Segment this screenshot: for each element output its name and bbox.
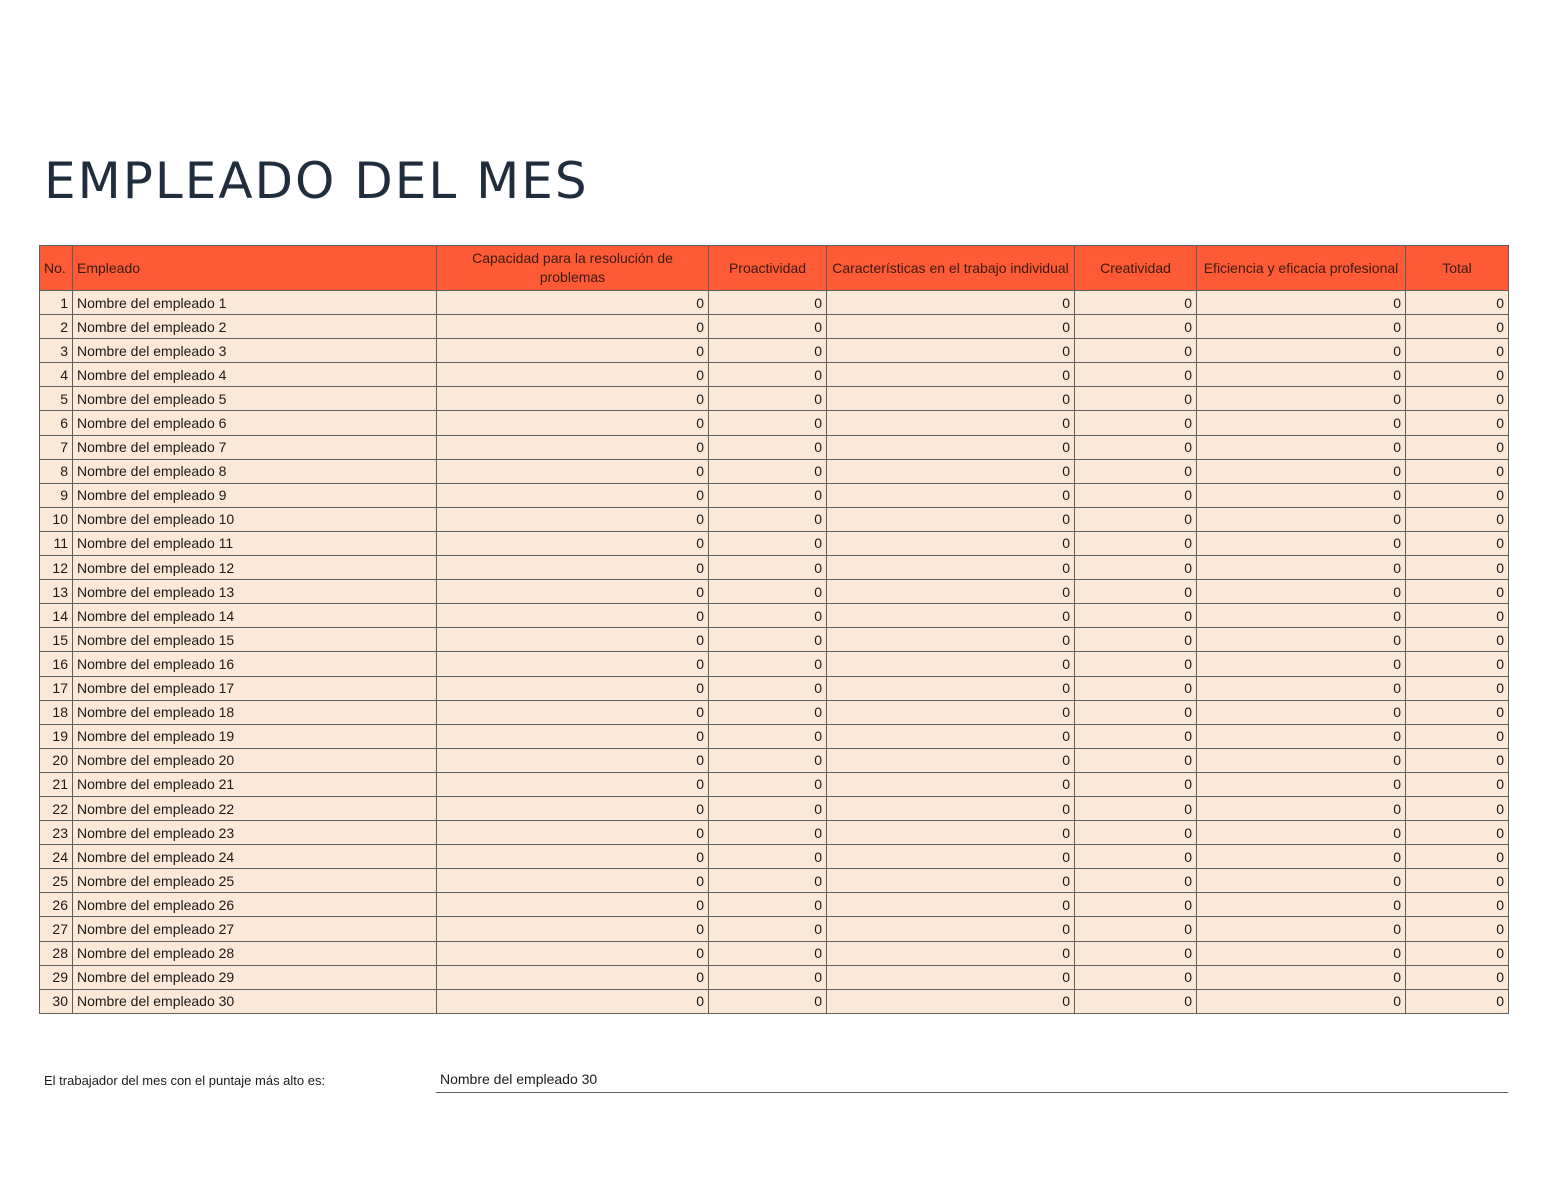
row-number-cell[interactable]: 20 bbox=[40, 748, 73, 772]
total-score-cell[interactable]: 0 bbox=[1406, 459, 1509, 483]
table-row bbox=[40, 700, 1509, 724]
table-row bbox=[40, 483, 1509, 507]
total-score-cell[interactable]: 0 bbox=[1406, 363, 1509, 387]
creativity-score-cell[interactable]: 0 bbox=[1075, 724, 1197, 748]
individual-work-score-cell[interactable]: 0 bbox=[827, 507, 1075, 531]
column-header-proactivity[interactable]: Proactividad bbox=[709, 246, 827, 291]
individual-work-score-cell[interactable]: 0 bbox=[827, 724, 1075, 748]
column-header-individual-work[interactable]: Características en el trabajo individual bbox=[827, 246, 1075, 291]
creativity-score-cell[interactable]: 0 bbox=[1075, 700, 1197, 724]
employee-name-cell[interactable]: Nombre del empleado 8 bbox=[73, 459, 437, 483]
efficiency-score-cell[interactable]: 0 bbox=[1197, 676, 1406, 700]
creativity-score-cell[interactable]: 0 bbox=[1075, 628, 1197, 652]
problem-solving-score-cell[interactable]: 0 bbox=[437, 411, 709, 435]
employee-name-cell[interactable]: Nombre del empleado 12 bbox=[73, 556, 437, 580]
individual-work-score-cell[interactable]: 0 bbox=[827, 387, 1075, 411]
efficiency-score-cell[interactable]: 0 bbox=[1197, 845, 1406, 869]
problem-solving-score-cell[interactable]: 0 bbox=[437, 845, 709, 869]
employee-score-table bbox=[39, 245, 1509, 1014]
individual-work-score-cell[interactable]: 0 bbox=[827, 869, 1075, 893]
creativity-score-cell[interactable]: 0 bbox=[1075, 363, 1197, 387]
problem-solving-score-cell[interactable]: 0 bbox=[437, 796, 709, 820]
table-row bbox=[40, 724, 1509, 748]
creativity-score-cell[interactable]: 0 bbox=[1075, 556, 1197, 580]
total-score-cell[interactable]: 0 bbox=[1406, 628, 1509, 652]
problem-solving-score-cell[interactable]: 0 bbox=[437, 387, 709, 411]
individual-work-score-cell[interactable]: 0 bbox=[827, 604, 1075, 628]
creativity-score-cell[interactable]: 0 bbox=[1075, 387, 1197, 411]
creativity-score-cell[interactable]: 0 bbox=[1075, 893, 1197, 917]
table-row bbox=[40, 315, 1509, 339]
row-number-cell[interactable]: 7 bbox=[40, 435, 73, 459]
problem-solving-score-cell[interactable]: 0 bbox=[437, 652, 709, 676]
creativity-score-cell[interactable]: 0 bbox=[1075, 580, 1197, 604]
problem-solving-score-cell[interactable]: 0 bbox=[437, 435, 709, 459]
employee-name-cell[interactable]: Nombre del empleado 2 bbox=[73, 315, 437, 339]
problem-solving-score-cell[interactable]: 0 bbox=[437, 748, 709, 772]
efficiency-score-cell[interactable]: 0 bbox=[1197, 869, 1406, 893]
row-number-cell[interactable]: 1 bbox=[40, 291, 73, 315]
row-number-cell[interactable]: 17 bbox=[40, 676, 73, 700]
proactivity-score-cell[interactable]: 0 bbox=[709, 459, 827, 483]
creativity-score-cell[interactable]: 0 bbox=[1075, 339, 1197, 363]
creativity-score-cell[interactable]: 0 bbox=[1075, 772, 1197, 796]
row-number-cell[interactable]: 29 bbox=[40, 965, 73, 989]
efficiency-score-cell[interactable]: 0 bbox=[1197, 941, 1406, 965]
problem-solving-score-cell[interactable]: 0 bbox=[437, 989, 709, 1013]
table-row bbox=[40, 845, 1509, 869]
proactivity-score-cell[interactable]: 0 bbox=[709, 531, 827, 555]
table-row bbox=[40, 917, 1509, 941]
table-row bbox=[40, 435, 1509, 459]
efficiency-score-cell[interactable]: 0 bbox=[1197, 556, 1406, 580]
proactivity-score-cell[interactable]: 0 bbox=[709, 580, 827, 604]
proactivity-score-cell[interactable]: 0 bbox=[709, 796, 827, 820]
table-row bbox=[40, 628, 1509, 652]
table-row bbox=[40, 604, 1509, 628]
proactivity-score-cell[interactable]: 0 bbox=[709, 917, 827, 941]
proactivity-score-cell[interactable]: 0 bbox=[709, 845, 827, 869]
individual-work-score-cell[interactable]: 0 bbox=[827, 796, 1075, 820]
row-number-cell[interactable]: 26 bbox=[40, 893, 73, 917]
efficiency-score-cell[interactable]: 0 bbox=[1197, 363, 1406, 387]
table-row bbox=[40, 531, 1509, 555]
total-score-cell[interactable]: 0 bbox=[1406, 676, 1509, 700]
problem-solving-score-cell[interactable]: 0 bbox=[437, 724, 709, 748]
total-score-cell[interactable]: 0 bbox=[1406, 700, 1509, 724]
total-score-cell[interactable]: 0 bbox=[1406, 387, 1509, 411]
employee-name-cell[interactable]: Nombre del empleado 1 bbox=[73, 291, 437, 315]
individual-work-score-cell[interactable]: 0 bbox=[827, 291, 1075, 315]
employee-name-cell[interactable]: Nombre del empleado 7 bbox=[73, 435, 437, 459]
efficiency-score-cell[interactable]: 0 bbox=[1197, 339, 1406, 363]
problem-solving-score-cell[interactable]: 0 bbox=[437, 676, 709, 700]
employee-name-cell[interactable]: Nombre del empleado 28 bbox=[73, 941, 437, 965]
row-number-cell[interactable]: 21 bbox=[40, 772, 73, 796]
total-score-cell[interactable]: 0 bbox=[1406, 291, 1509, 315]
proactivity-score-cell[interactable]: 0 bbox=[709, 411, 827, 435]
column-header-efficiency[interactable]: Eficiencia y eficacia profesional bbox=[1197, 246, 1406, 291]
winner-field[interactable]: Nombre del empleado 30 bbox=[436, 1071, 1508, 1093]
total-score-cell[interactable]: 0 bbox=[1406, 556, 1509, 580]
page-title: EMPLEADO DEL MES bbox=[44, 152, 589, 210]
employee-name-cell[interactable]: Nombre del empleado 14 bbox=[73, 604, 437, 628]
table-row bbox=[40, 772, 1509, 796]
efficiency-score-cell[interactable]: 0 bbox=[1197, 315, 1406, 339]
row-number-cell[interactable]: 25 bbox=[40, 869, 73, 893]
efficiency-score-cell[interactable]: 0 bbox=[1197, 531, 1406, 555]
efficiency-score-cell[interactable]: 0 bbox=[1197, 435, 1406, 459]
proactivity-score-cell[interactable]: 0 bbox=[709, 363, 827, 387]
total-score-cell[interactable]: 0 bbox=[1406, 941, 1509, 965]
row-number-cell[interactable]: 6 bbox=[40, 411, 73, 435]
individual-work-score-cell[interactable]: 0 bbox=[827, 411, 1075, 435]
employee-name-cell[interactable]: Nombre del empleado 19 bbox=[73, 724, 437, 748]
column-header-total[interactable]: Total bbox=[1406, 246, 1509, 291]
proactivity-score-cell[interactable]: 0 bbox=[709, 821, 827, 845]
problem-solving-score-cell[interactable]: 0 bbox=[437, 507, 709, 531]
total-score-cell[interactable]: 0 bbox=[1406, 531, 1509, 555]
problem-solving-score-cell[interactable]: 0 bbox=[437, 315, 709, 339]
problem-solving-score-cell[interactable]: 0 bbox=[437, 580, 709, 604]
row-number-cell[interactable]: 27 bbox=[40, 917, 73, 941]
problem-solving-score-cell[interactable]: 0 bbox=[437, 821, 709, 845]
proactivity-score-cell[interactable]: 0 bbox=[709, 676, 827, 700]
creativity-score-cell[interactable]: 0 bbox=[1075, 989, 1197, 1013]
creativity-score-cell[interactable]: 0 bbox=[1075, 507, 1197, 531]
total-score-cell[interactable]: 0 bbox=[1406, 893, 1509, 917]
row-number-cell[interactable]: 22 bbox=[40, 796, 73, 820]
row-number-cell[interactable]: 28 bbox=[40, 941, 73, 965]
individual-work-score-cell[interactable]: 0 bbox=[827, 941, 1075, 965]
employee-name-cell[interactable]: Nombre del empleado 16 bbox=[73, 652, 437, 676]
row-number-cell[interactable]: 9 bbox=[40, 483, 73, 507]
total-score-cell[interactable]: 0 bbox=[1406, 965, 1509, 989]
problem-solving-score-cell[interactable]: 0 bbox=[437, 363, 709, 387]
proactivity-score-cell[interactable]: 0 bbox=[709, 556, 827, 580]
total-score-cell[interactable]: 0 bbox=[1406, 869, 1509, 893]
table-row bbox=[40, 941, 1509, 965]
problem-solving-score-cell[interactable]: 0 bbox=[437, 483, 709, 507]
proactivity-score-cell[interactable]: 0 bbox=[709, 748, 827, 772]
row-number-cell[interactable]: 14 bbox=[40, 604, 73, 628]
table-row bbox=[40, 748, 1509, 772]
problem-solving-score-cell[interactable]: 0 bbox=[437, 869, 709, 893]
creativity-score-cell[interactable]: 0 bbox=[1075, 748, 1197, 772]
individual-work-score-cell[interactable]: 0 bbox=[827, 531, 1075, 555]
employee-name-cell[interactable]: Nombre del empleado 27 bbox=[73, 917, 437, 941]
row-number-cell[interactable]: 10 bbox=[40, 507, 73, 531]
proactivity-score-cell[interactable]: 0 bbox=[709, 724, 827, 748]
creativity-score-cell[interactable]: 0 bbox=[1075, 604, 1197, 628]
efficiency-score-cell[interactable]: 0 bbox=[1197, 628, 1406, 652]
employee-name-cell[interactable]: Nombre del empleado 15 bbox=[73, 628, 437, 652]
efficiency-score-cell[interactable]: 0 bbox=[1197, 724, 1406, 748]
total-score-cell[interactable]: 0 bbox=[1406, 748, 1509, 772]
proactivity-score-cell[interactable]: 0 bbox=[709, 387, 827, 411]
employee-name-cell[interactable]: Nombre del empleado 4 bbox=[73, 363, 437, 387]
efficiency-score-cell[interactable]: 0 bbox=[1197, 700, 1406, 724]
problem-solving-score-cell[interactable]: 0 bbox=[437, 291, 709, 315]
efficiency-score-cell[interactable]: 0 bbox=[1197, 507, 1406, 531]
creativity-score-cell[interactable]: 0 bbox=[1075, 869, 1197, 893]
creativity-score-cell[interactable]: 0 bbox=[1075, 821, 1197, 845]
row-number-cell[interactable]: 19 bbox=[40, 724, 73, 748]
employee-name-cell[interactable]: Nombre del empleado 23 bbox=[73, 821, 437, 845]
efficiency-score-cell[interactable]: 0 bbox=[1197, 604, 1406, 628]
efficiency-score-cell[interactable]: 0 bbox=[1197, 411, 1406, 435]
employee-name-cell[interactable]: Nombre del empleado 9 bbox=[73, 483, 437, 507]
proactivity-score-cell[interactable]: 0 bbox=[709, 989, 827, 1013]
proactivity-score-cell[interactable]: 0 bbox=[709, 291, 827, 315]
employee-name-cell[interactable]: Nombre del empleado 21 bbox=[73, 772, 437, 796]
table-row bbox=[40, 556, 1509, 580]
total-score-cell[interactable]: 0 bbox=[1406, 772, 1509, 796]
employee-name-cell[interactable]: Nombre del empleado 25 bbox=[73, 869, 437, 893]
total-score-cell[interactable]: 0 bbox=[1406, 821, 1509, 845]
table-row bbox=[40, 893, 1509, 917]
proactivity-score-cell[interactable]: 0 bbox=[709, 483, 827, 507]
creativity-score-cell[interactable]: 0 bbox=[1075, 676, 1197, 700]
individual-work-score-cell[interactable]: 0 bbox=[827, 821, 1075, 845]
employee-name-cell[interactable]: Nombre del empleado 29 bbox=[73, 965, 437, 989]
table-row bbox=[40, 507, 1509, 531]
employee-name-cell[interactable]: Nombre del empleado 18 bbox=[73, 700, 437, 724]
table-row bbox=[40, 387, 1509, 411]
efficiency-score-cell[interactable]: 0 bbox=[1197, 483, 1406, 507]
proactivity-score-cell[interactable]: 0 bbox=[709, 628, 827, 652]
table-row bbox=[40, 580, 1509, 604]
total-score-cell[interactable]: 0 bbox=[1406, 435, 1509, 459]
efficiency-score-cell[interactable]: 0 bbox=[1197, 989, 1406, 1013]
table-row bbox=[40, 965, 1509, 989]
total-score-cell[interactable]: 0 bbox=[1406, 917, 1509, 941]
efficiency-score-cell[interactable]: 0 bbox=[1197, 748, 1406, 772]
efficiency-score-cell[interactable]: 0 bbox=[1197, 291, 1406, 315]
individual-work-score-cell[interactable]: 0 bbox=[827, 339, 1075, 363]
individual-work-score-cell[interactable]: 0 bbox=[827, 580, 1075, 604]
row-number-cell[interactable]: 16 bbox=[40, 652, 73, 676]
creativity-score-cell[interactable]: 0 bbox=[1075, 845, 1197, 869]
row-number-cell[interactable]: 24 bbox=[40, 845, 73, 869]
efficiency-score-cell[interactable]: 0 bbox=[1197, 772, 1406, 796]
table-header-row bbox=[40, 246, 1509, 291]
creativity-score-cell[interactable]: 0 bbox=[1075, 483, 1197, 507]
proactivity-score-cell[interactable]: 0 bbox=[709, 893, 827, 917]
creativity-score-cell[interactable]: 0 bbox=[1075, 435, 1197, 459]
row-number-cell[interactable]: 23 bbox=[40, 821, 73, 845]
employee-name-cell[interactable]: Nombre del empleado 11 bbox=[73, 531, 437, 555]
individual-work-score-cell[interactable]: 0 bbox=[827, 459, 1075, 483]
total-score-cell[interactable]: 0 bbox=[1406, 652, 1509, 676]
creativity-score-cell[interactable]: 0 bbox=[1075, 652, 1197, 676]
individual-work-score-cell[interactable]: 0 bbox=[827, 772, 1075, 796]
individual-work-score-cell[interactable]: 0 bbox=[827, 676, 1075, 700]
total-score-cell[interactable]: 0 bbox=[1406, 315, 1509, 339]
winner-label: El trabajador del mes con el puntaje más alto es: bbox=[44, 1073, 326, 1088]
proactivity-score-cell[interactable]: 0 bbox=[709, 435, 827, 459]
proactivity-score-cell[interactable]: 0 bbox=[709, 941, 827, 965]
employee-name-cell[interactable]: Nombre del empleado 24 bbox=[73, 845, 437, 869]
column-header-problem-solving[interactable]: Capacidad para la resolución de problemas bbox=[437, 246, 709, 291]
efficiency-score-cell[interactable]: 0 bbox=[1197, 893, 1406, 917]
individual-work-score-cell[interactable]: 0 bbox=[827, 315, 1075, 339]
individual-work-score-cell[interactable]: 0 bbox=[827, 845, 1075, 869]
row-number-cell[interactable]: 3 bbox=[40, 339, 73, 363]
employee-name-cell[interactable]: Nombre del empleado 22 bbox=[73, 796, 437, 820]
problem-solving-score-cell[interactable]: 0 bbox=[437, 556, 709, 580]
efficiency-score-cell[interactable]: 0 bbox=[1197, 387, 1406, 411]
total-score-cell[interactable]: 0 bbox=[1406, 483, 1509, 507]
efficiency-score-cell[interactable]: 0 bbox=[1197, 917, 1406, 941]
row-number-cell[interactable]: 15 bbox=[40, 628, 73, 652]
employee-name-cell[interactable]: Nombre del empleado 17 bbox=[73, 676, 437, 700]
creativity-score-cell[interactable]: 0 bbox=[1075, 965, 1197, 989]
creativity-score-cell[interactable]: 0 bbox=[1075, 917, 1197, 941]
employee-name-cell[interactable]: Nombre del empleado 30 bbox=[73, 989, 437, 1013]
proactivity-score-cell[interactable]: 0 bbox=[709, 772, 827, 796]
column-header-creativity[interactable]: Creatividad bbox=[1075, 246, 1197, 291]
proactivity-score-cell[interactable]: 0 bbox=[709, 652, 827, 676]
employee-name-cell[interactable]: Nombre del empleado 10 bbox=[73, 507, 437, 531]
individual-work-score-cell[interactable]: 0 bbox=[827, 700, 1075, 724]
efficiency-score-cell[interactable]: 0 bbox=[1197, 652, 1406, 676]
total-score-cell[interactable]: 0 bbox=[1406, 411, 1509, 435]
problem-solving-score-cell[interactable]: 0 bbox=[437, 531, 709, 555]
table-row bbox=[40, 989, 1509, 1013]
employee-name-cell[interactable]: Nombre del empleado 13 bbox=[73, 580, 437, 604]
individual-work-score-cell[interactable]: 0 bbox=[827, 917, 1075, 941]
table-row bbox=[40, 411, 1509, 435]
total-score-cell[interactable]: 0 bbox=[1406, 724, 1509, 748]
proactivity-score-cell[interactable]: 0 bbox=[709, 315, 827, 339]
column-header-no[interactable]: No. bbox=[40, 246, 73, 291]
employee-name-cell[interactable]: Nombre del empleado 6 bbox=[73, 411, 437, 435]
table-row bbox=[40, 652, 1509, 676]
individual-work-score-cell[interactable]: 0 bbox=[827, 363, 1075, 387]
table-row bbox=[40, 459, 1509, 483]
individual-work-score-cell[interactable]: 0 bbox=[827, 435, 1075, 459]
table-row bbox=[40, 363, 1509, 387]
proactivity-score-cell[interactable]: 0 bbox=[709, 700, 827, 724]
individual-work-score-cell[interactable]: 0 bbox=[827, 893, 1075, 917]
proactivity-score-cell[interactable]: 0 bbox=[709, 869, 827, 893]
row-number-cell[interactable]: 30 bbox=[40, 989, 73, 1013]
row-number-cell[interactable]: 2 bbox=[40, 315, 73, 339]
individual-work-score-cell[interactable]: 0 bbox=[827, 965, 1075, 989]
problem-solving-score-cell[interactable]: 0 bbox=[437, 772, 709, 796]
problem-solving-score-cell[interactable]: 0 bbox=[437, 700, 709, 724]
total-score-cell[interactable]: 0 bbox=[1406, 796, 1509, 820]
table-row bbox=[40, 869, 1509, 893]
table-row bbox=[40, 676, 1509, 700]
creativity-score-cell[interactable]: 0 bbox=[1075, 315, 1197, 339]
problem-solving-score-cell[interactable]: 0 bbox=[437, 893, 709, 917]
problem-solving-score-cell[interactable]: 0 bbox=[437, 941, 709, 965]
total-score-cell[interactable]: 0 bbox=[1406, 580, 1509, 604]
total-score-cell[interactable]: 0 bbox=[1406, 845, 1509, 869]
employee-name-cell[interactable]: Nombre del empleado 20 bbox=[73, 748, 437, 772]
problem-solving-score-cell[interactable]: 0 bbox=[437, 604, 709, 628]
creativity-score-cell[interactable]: 0 bbox=[1075, 459, 1197, 483]
total-score-cell[interactable]: 0 bbox=[1406, 339, 1509, 363]
creativity-score-cell[interactable]: 0 bbox=[1075, 531, 1197, 555]
efficiency-score-cell[interactable]: 0 bbox=[1197, 821, 1406, 845]
proactivity-score-cell[interactable]: 0 bbox=[709, 965, 827, 989]
row-number-cell[interactable]: 12 bbox=[40, 556, 73, 580]
individual-work-score-cell[interactable]: 0 bbox=[827, 989, 1075, 1013]
individual-work-score-cell[interactable]: 0 bbox=[827, 483, 1075, 507]
row-number-cell[interactable]: 8 bbox=[40, 459, 73, 483]
creativity-score-cell[interactable]: 0 bbox=[1075, 411, 1197, 435]
efficiency-score-cell[interactable]: 0 bbox=[1197, 459, 1406, 483]
problem-solving-score-cell[interactable]: 0 bbox=[437, 628, 709, 652]
row-number-cell[interactable]: 5 bbox=[40, 387, 73, 411]
problem-solving-score-cell[interactable]: 0 bbox=[437, 459, 709, 483]
individual-work-score-cell[interactable]: 0 bbox=[827, 652, 1075, 676]
table-body bbox=[40, 291, 1509, 1014]
proactivity-score-cell[interactable]: 0 bbox=[709, 507, 827, 531]
total-score-cell[interactable]: 0 bbox=[1406, 989, 1509, 1013]
creativity-score-cell[interactable]: 0 bbox=[1075, 796, 1197, 820]
table-row bbox=[40, 291, 1509, 315]
creativity-score-cell[interactable]: 0 bbox=[1075, 291, 1197, 315]
row-number-cell[interactable]: 11 bbox=[40, 531, 73, 555]
table-row bbox=[40, 339, 1509, 363]
total-score-cell[interactable]: 0 bbox=[1406, 507, 1509, 531]
individual-work-score-cell[interactable]: 0 bbox=[827, 628, 1075, 652]
efficiency-score-cell[interactable]: 0 bbox=[1197, 580, 1406, 604]
problem-solving-score-cell[interactable]: 0 bbox=[437, 339, 709, 363]
row-number-cell[interactable]: 4 bbox=[40, 363, 73, 387]
employee-name-cell[interactable]: Nombre del empleado 5 bbox=[73, 387, 437, 411]
individual-work-score-cell[interactable]: 0 bbox=[827, 556, 1075, 580]
column-header-employee[interactable]: Empleado bbox=[73, 246, 437, 291]
problem-solving-score-cell[interactable]: 0 bbox=[437, 965, 709, 989]
efficiency-score-cell[interactable]: 0 bbox=[1197, 965, 1406, 989]
efficiency-score-cell[interactable]: 0 bbox=[1197, 796, 1406, 820]
total-score-cell[interactable]: 0 bbox=[1406, 604, 1509, 628]
creativity-score-cell[interactable]: 0 bbox=[1075, 941, 1197, 965]
row-number-cell[interactable]: 13 bbox=[40, 580, 73, 604]
table-row bbox=[40, 821, 1509, 845]
problem-solving-score-cell[interactable]: 0 bbox=[437, 917, 709, 941]
proactivity-score-cell[interactable]: 0 bbox=[709, 604, 827, 628]
proactivity-score-cell[interactable]: 0 bbox=[709, 339, 827, 363]
individual-work-score-cell[interactable]: 0 bbox=[827, 748, 1075, 772]
row-number-cell[interactable]: 18 bbox=[40, 700, 73, 724]
employee-name-cell[interactable]: Nombre del empleado 3 bbox=[73, 339, 437, 363]
table-row bbox=[40, 796, 1509, 820]
employee-name-cell[interactable]: Nombre del empleado 26 bbox=[73, 893, 437, 917]
